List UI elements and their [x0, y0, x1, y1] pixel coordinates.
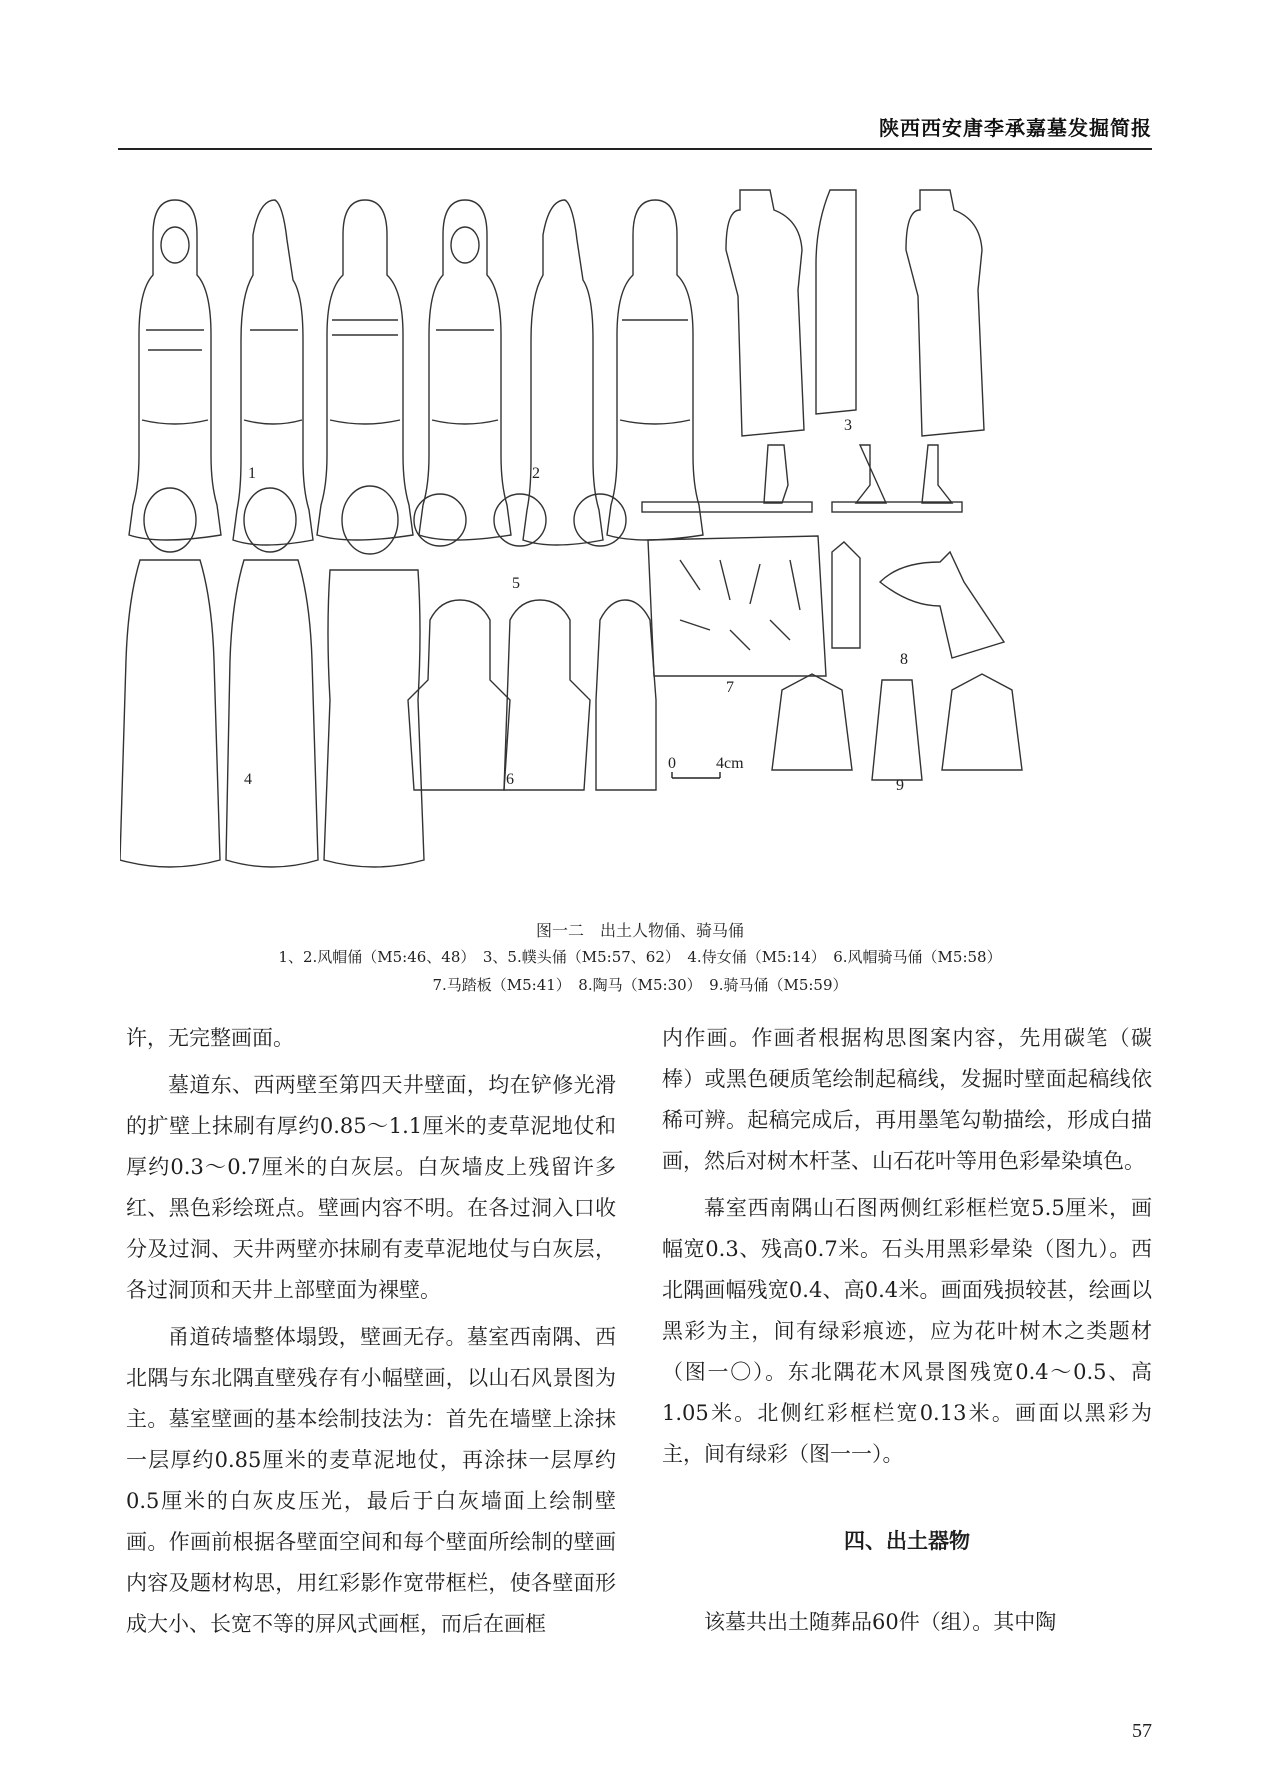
figure-label-7: 7 [726, 679, 734, 696]
figure-12-drawing [120, 180, 1160, 910]
figure-label-9: 9 [896, 777, 904, 794]
figurine-4-group [120, 486, 424, 867]
left-paragraph-2: 墓道东、西两壁至第四天井壁面，均在铲修光滑的扩壁上抹刷有厚约0.85～1.1厘米的麦草泥地仗和厚约0.3～0.7厘米的白灰层。白灰墙皮上残留许多红、黑色彩绘斑点。壁画内容不明。在各过洞入口收分及过洞、天井两壁亦抹刷有麦草泥地仗与白灰层，各过洞顶和天井上部壁面为裸壁。 [126, 1073, 616, 1302]
scale-bar [668, 755, 744, 778]
figurine-2-group [419, 200, 703, 545]
left-paragraph-3: 甬道砖墙整体塌毁，壁画无存。墓室西南隅、西北隅与东北隅直壁残存有小幅壁画，以山石风景图为主。墓室壁画的基本绘制技法为：首先在墙壁上涂抹一层厚约0.85厘米的麦草泥地仗，再涂抹一层厚约0.5厘米的白灰皮压光，最后于白灰墙面上绘制壁画。作画前根据各壁面空间和每个壁面所绘制的壁画内容及题材构思，用红彩影作宽带框栏，使各壁面形成大小、长宽不等的屏风式画框，而后在画框 [126, 1325, 616, 1636]
left-column [126, 1018, 616, 1645]
base-plank-group [642, 445, 962, 512]
section-paragraph: 该墓共出土随葬品60件（组）。其中陶 [704, 1610, 1057, 1634]
right-column [662, 1018, 1152, 1643]
running-header [118, 112, 1152, 146]
figurine-6-group [408, 600, 656, 790]
rider-torsos-9 [772, 674, 1022, 780]
figurines-line-drawing [120, 180, 1160, 910]
page-number: 57 [1132, 1720, 1152, 1742]
figurine-3-group [726, 190, 984, 436]
figure-label-6: 6 [506, 771, 514, 788]
figure-label-1: 1 [248, 465, 256, 482]
figure-label-2: 2 [532, 465, 540, 482]
figurine-5-heads [414, 494, 626, 546]
figurine-1-group [129, 200, 413, 545]
figure-label-8: 8 [900, 651, 908, 668]
scale-length: 4cm [716, 755, 744, 772]
figure-label-4: 4 [244, 771, 252, 788]
figure-caption-line2: 7.马踏板（M5:41） 8.陶马（M5:30） 9.骑马俑（M5:59） [432, 976, 848, 994]
horse-tablet-7 [648, 536, 826, 676]
figure-caption-line1: 1、2.风帽俑（M5:46、48） 3、5.幞头俑（M5:57、62） 4.侍女俑（M5:14） 6.风帽骑马俑（M5:58） [278, 948, 1002, 966]
figure-caption-title: 图一二 出土人物俑、骑马俑 [535, 921, 744, 940]
header-rule [118, 148, 1152, 150]
left-paragraph-1: 许，无完整画面。 [126, 1026, 294, 1050]
right-paragraph-1: 内作画。作画者根据构思图案内容，先用碳笔（碳棒）或黑色硬质笔绘制起稿线，发掘时壁面起稿线依稀可辨。起稿完成后，再用墨笔勾勒描绘，形成白描画，然后对树木杆茎、山石花叶等用色彩晕染填色。 [662, 1026, 1152, 1173]
horse-heads-8 [832, 542, 1004, 658]
scale-zero: 0 [668, 755, 676, 772]
figure-label-3: 3 [844, 417, 852, 434]
right-paragraph-2: 幕室西南隅山石图两侧红彩框栏宽5.5厘米，画幅宽0.3、残高0.7米。石头用黑彩晕染（图九）。西北隅画幅残宽0.4、高0.4米。画面残损较甚，绘画以黑彩为主，间有绿彩痕迹，应为花叶树木之类题材（图一〇）。东北隅花木风景图残宽0.4～0.5、高1.05米。北侧红彩框栏宽0.13米。画面以黑彩为主，间有绿彩（图一一）。 [662, 1196, 1152, 1466]
figure-label-5: 5 [512, 575, 520, 592]
section-heading: 四、出土器物 [844, 1529, 970, 1553]
journal-title: 陕西西安唐李承嘉墓发掘简报 [879, 116, 1152, 140]
